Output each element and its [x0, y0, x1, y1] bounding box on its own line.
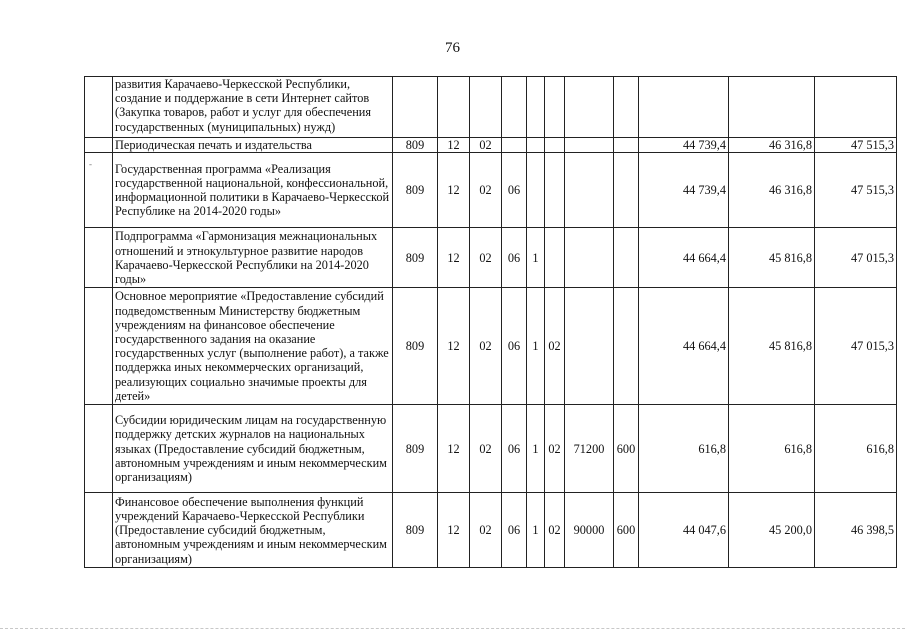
table-row [85, 138, 897, 153]
subprog-cell [527, 138, 545, 153]
pr-cell: 02 [470, 405, 502, 493]
row-name: Периодическая печать и издательства [113, 138, 393, 153]
prog-cell: 06 [502, 153, 527, 228]
amount-2018-cell: 44 739,4 [639, 138, 729, 153]
amount-2019-cell: 46 316,8 [729, 153, 815, 228]
ved-cell: 809 [393, 405, 438, 493]
row-number-cell [85, 77, 113, 138]
amount-2020-cell: 47 515,3 [815, 138, 897, 153]
amount-2020-cell: 47 015,3 [815, 228, 897, 288]
rz-cell: 12 [438, 405, 470, 493]
row-number-cell [85, 138, 113, 153]
subprog-cell [527, 77, 545, 138]
row-name: Основное мероприятие «Предоставление субсидий подведомственным Министерству бюджетным учреждениям на финансовое обеспечение государственного задания на оказание государственных услуг (выполнение работ), а также поддержка иных некоммерческих организаций, реализующих социально значимые проекты для детей» [113, 288, 393, 405]
amount-2020-cell: 616,8 [815, 405, 897, 493]
prog-cell [502, 138, 527, 153]
vr-cell [614, 228, 639, 288]
subprog-cell [527, 153, 545, 228]
amount-2019-cell: 45 816,8 [729, 228, 815, 288]
rz-cell: 12 [438, 228, 470, 288]
table-row [85, 228, 897, 288]
pr-cell: 02 [470, 493, 502, 568]
vr-cell [614, 77, 639, 138]
amount-2018-cell [639, 77, 729, 138]
ved-cell: 809 [393, 288, 438, 405]
table-row [85, 153, 897, 228]
table-row [85, 288, 897, 405]
table-row [85, 405, 897, 493]
direction-cell [565, 288, 614, 405]
amount-2018-cell: 44 664,4 [639, 228, 729, 288]
amount-2019-cell: 45 200,0 [729, 493, 815, 568]
rz-cell [438, 77, 470, 138]
pr-cell: 02 [470, 228, 502, 288]
row-name: Подпрограмма «Гармонизация межнациональных отношений и этнокультурное развитие народов Карачаево-Черкесской Республики на 2014-2020 годы» [113, 228, 393, 288]
row-number-cell [85, 288, 113, 405]
scan-artifact: - [89, 159, 92, 169]
pr-cell: 02 [470, 153, 502, 228]
table-row [85, 493, 897, 568]
row-number-cell [85, 405, 113, 493]
row-name: Субсидии юридическим лицам на государственную поддержку детских журналов на национальных языках (Предоставление субсидий бюджетным, автономным учреждениям и иным некоммерческим организациям) [113, 405, 393, 493]
vr-cell: 600 [614, 405, 639, 493]
prog-cell: 06 [502, 405, 527, 493]
direction-cell: 90000 [565, 493, 614, 568]
ved-cell: 809 [393, 493, 438, 568]
amount-2019-cell: 46 316,8 [729, 138, 815, 153]
ved-cell [393, 77, 438, 138]
event-cell [545, 228, 565, 288]
rz-cell: 12 [438, 288, 470, 405]
row-name: развития Карачаево-Черкесской Республики, создание и поддержание в сети Интернет сайтов (Закупка товаров, работ и услуг для обеспечения государственных (муниципальных) нужд) [113, 77, 393, 138]
direction-cell: 71200 [565, 405, 614, 493]
prog-cell [502, 77, 527, 138]
amount-2018-cell: 44 047,6 [639, 493, 729, 568]
subprog-cell: 1 [527, 493, 545, 568]
amount-2019-cell [729, 77, 815, 138]
prog-cell: 06 [502, 493, 527, 568]
row-name: Государственная программа «Реализация государственной национальной, конфессиональной, информационной политики в Карачаево-Черкесской Республике на 2014-2020 годы» [113, 153, 393, 228]
rz-cell: 12 [438, 138, 470, 153]
table-row [85, 77, 897, 138]
amount-2020-cell [815, 77, 897, 138]
amount-2020-cell: 47 515,3 [815, 153, 897, 228]
event-cell: 02 [545, 493, 565, 568]
event-cell [545, 153, 565, 228]
amount-2020-cell: 47 015,3 [815, 288, 897, 405]
pr-cell: 02 [470, 138, 502, 153]
event-cell: 02 [545, 288, 565, 405]
event-cell [545, 77, 565, 138]
row-number-cell [85, 493, 113, 568]
subprog-cell: 1 [527, 228, 545, 288]
prog-cell: 06 [502, 228, 527, 288]
event-cell [545, 138, 565, 153]
rz-cell: 12 [438, 153, 470, 228]
amount-2018-cell: 44 739,4 [639, 153, 729, 228]
scan-edge-line [0, 628, 905, 629]
amount-2020-cell: 46 398,5 [815, 493, 897, 568]
amount-2018-cell: 44 664,4 [639, 288, 729, 405]
row-name: Финансовое обеспечение выполнения функций учреждений Карачаево-Черкесской Республики (Предоставление субсидий бюджетным, автономным учреждениям и иным некоммерческим организациям) [113, 493, 393, 568]
amount-2018-cell: 616,8 [639, 405, 729, 493]
subprog-cell: 1 [527, 405, 545, 493]
subprog-cell: 1 [527, 288, 545, 405]
vr-cell [614, 153, 639, 228]
event-cell: 02 [545, 405, 565, 493]
page-number: 76 [445, 40, 460, 56]
prog-cell: 06 [502, 288, 527, 405]
vr-cell [614, 138, 639, 153]
row-number-cell [85, 228, 113, 288]
direction-cell [565, 77, 614, 138]
rz-cell: 12 [438, 493, 470, 568]
vr-cell [614, 288, 639, 405]
amount-2019-cell: 616,8 [729, 405, 815, 493]
ved-cell: 809 [393, 138, 438, 153]
amount-2019-cell: 45 816,8 [729, 288, 815, 405]
direction-cell [565, 153, 614, 228]
direction-cell [565, 228, 614, 288]
budget-table [84, 76, 897, 568]
direction-cell [565, 138, 614, 153]
ved-cell: 809 [393, 228, 438, 288]
row-number-cell [85, 153, 113, 228]
ved-cell: 809 [393, 153, 438, 228]
pr-cell: 02 [470, 288, 502, 405]
pr-cell [470, 77, 502, 138]
vr-cell: 600 [614, 493, 639, 568]
